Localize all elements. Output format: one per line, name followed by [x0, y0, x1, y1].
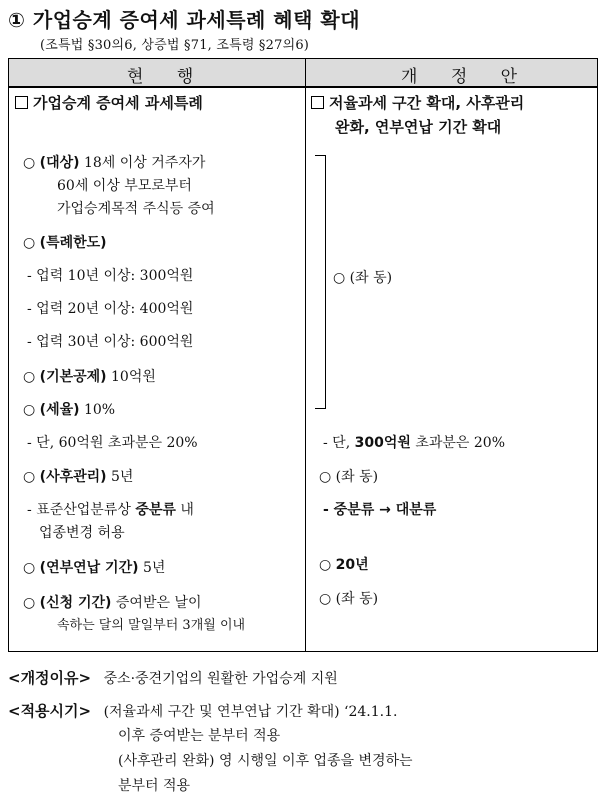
- revised-post-same: ○ (좌 동): [319, 469, 379, 485]
- bullet-icon: ○: [333, 270, 346, 286]
- current-deferral: ○ (연부연납 기간) 5년: [23, 560, 166, 576]
- revised-heading-line2: 완화, 연부연납 기간 확대: [335, 118, 502, 136]
- current-limit: ○ (특례한도): [23, 235, 107, 251]
- current-filing-line2: 속하는 달의 말일부터 3개월 이내: [57, 618, 246, 633]
- legal-reference: (조특법 §30의6, 상증법 §71, 조특령 §27의6): [40, 38, 310, 53]
- current-filing: ○ (신청 기간) 증여받은 날이: [23, 595, 202, 611]
- table-header-row: [9, 59, 597, 88]
- current-heading: 가업승계 증여세 과세특례: [15, 92, 203, 114]
- revision-reason: <개정이유> 중소·중견기업의 원활한 가업승계 지원: [8, 669, 338, 687]
- bullet-icon: ○: [23, 235, 36, 251]
- bullet-icon: ○: [23, 560, 36, 576]
- current-rate-sub: - 단, 60억원 초과분은 20%: [27, 435, 198, 451]
- column-divider: [305, 59, 306, 651]
- current-target-line2: 60세 이상 부모로부터: [57, 178, 192, 194]
- current-target-line3: 가업승계목적 주식등 증여: [57, 201, 215, 217]
- current-limit-3: - 업력 30년 이상: 600억원: [27, 334, 194, 350]
- effective-line3: (사후관리 완화) 영 시행일 이후 업종을 변경하는: [118, 753, 413, 769]
- revised-rate-sub: - 단, 300억원 초과분은 20%: [323, 435, 506, 451]
- revised-filing-same: ○ (좌 동): [319, 591, 379, 607]
- checkbox-icon: [15, 96, 28, 109]
- current-limit-1: - 업력 10년 이상: 300억원: [27, 268, 194, 284]
- bullet-icon: ○: [23, 402, 36, 418]
- current-limit-2: - 업력 20년 이상: 400억원: [27, 301, 194, 317]
- revised-heading: 저율과세 구간 확대, 사후관리: [311, 92, 524, 114]
- current-post-sub-line2: 업종변경 허용: [39, 525, 125, 541]
- current-deduction: ○ (기본공제) 10억원: [23, 369, 156, 385]
- section-title: ① 가업승계 증여세 과세특례 혜택 확대: [8, 8, 361, 32]
- effective-line2: 이후 증여받는 분부터 적용: [118, 728, 281, 744]
- effective-line4: 분부터 적용: [118, 778, 191, 794]
- effective-date: <적용시기> (저율과세 구간 및 연부연납 기간 확대) ‘24.1.1.: [8, 702, 398, 720]
- bullet-icon: ○: [319, 557, 332, 573]
- bullet-icon: ○: [319, 591, 332, 607]
- current-rate: ○ (세율) 10%: [23, 402, 116, 418]
- revised-same: ○ (좌 동): [333, 270, 393, 286]
- bullet-icon: ○: [23, 469, 36, 485]
- revised-deferral: ○ 20년: [319, 557, 369, 573]
- header-revised: 개 정 안: [401, 67, 532, 87]
- bullet-icon: ○: [319, 469, 332, 485]
- current-post-sub: - 표준산업분류상 중분류 내: [27, 502, 194, 518]
- current-target: ○ (대상) 18세 이상 거주자가: [23, 155, 206, 171]
- revised-post-change: - 중분류 → 대분류: [323, 502, 437, 518]
- current-post-management: ○ (사후관리) 5년: [23, 469, 134, 485]
- bullet-icon: ○: [23, 155, 36, 171]
- checkbox-icon: [311, 96, 324, 109]
- bracket-icon: [315, 155, 326, 409]
- bullet-icon: ○: [23, 595, 36, 611]
- header-current: 현 행: [127, 67, 208, 87]
- comparison-table: [8, 58, 598, 652]
- bullet-icon: ○: [23, 369, 36, 385]
